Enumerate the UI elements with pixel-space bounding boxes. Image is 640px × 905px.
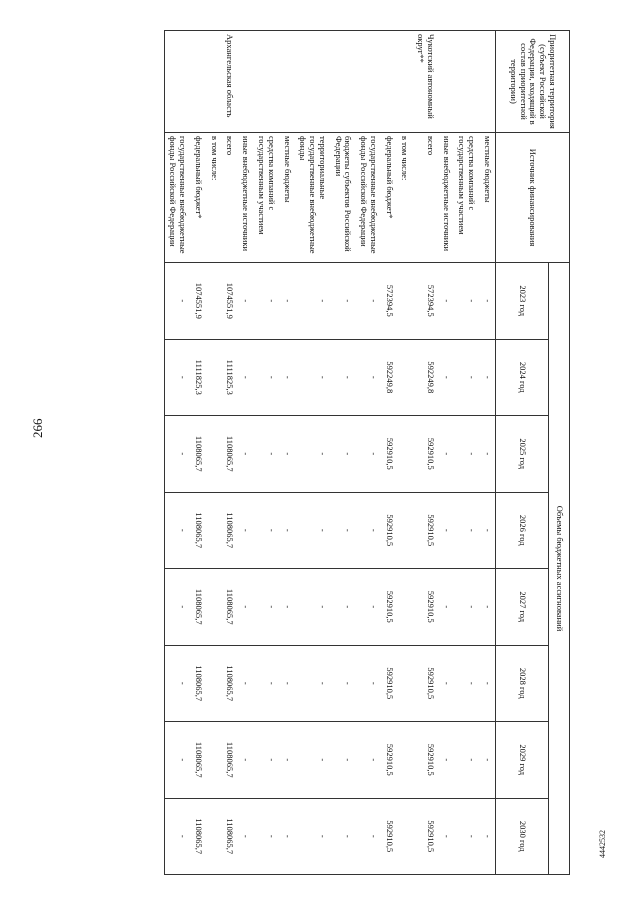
value-cell: - (253, 722, 279, 799)
territory-cell (253, 31, 279, 133)
value-cell: - (279, 263, 295, 340)
value-cell: 1108065,7 (222, 722, 238, 799)
territory-cell (206, 31, 222, 133)
value-cell: 592910,5 (412, 722, 438, 799)
table-row (279, 31, 295, 875)
value-cell: - (454, 569, 480, 646)
value-cell: - (330, 263, 356, 340)
value-cell: - (164, 645, 190, 722)
value-cell: 592249,8 (412, 339, 438, 416)
table-row (479, 31, 495, 875)
source-cell: местные бюджеты (479, 133, 495, 263)
value-cell: - (454, 416, 480, 493)
value-cell: - (164, 722, 190, 799)
value-cell: - (295, 798, 330, 875)
value-cell: - (237, 263, 253, 340)
value-cell: - (330, 492, 356, 569)
source-cell: федеральный бюджет* (190, 133, 206, 263)
source-cell: в том числе: (206, 133, 222, 263)
value-cell: - (279, 569, 295, 646)
value-cell: - (253, 416, 279, 493)
source-cell: федеральный бюджет* (381, 133, 397, 263)
source-cell: всего (412, 133, 438, 263)
value-cell: - (237, 492, 253, 569)
value-cell: - (237, 798, 253, 875)
source-cell: всего (222, 133, 238, 263)
table-row (295, 31, 330, 875)
header-year: 2025 год (496, 416, 549, 493)
source-cell: государственные внебюджетные фонды Российской Федерации (355, 133, 381, 263)
value-cell: - (355, 339, 381, 416)
value-cell (206, 416, 222, 493)
value-cell: - (454, 339, 480, 416)
table-row (438, 31, 454, 875)
header-territory: Приоритетная территория (субъект Российской Федерации, входящий в состав приоритетной территории) (496, 31, 570, 133)
value-cell (397, 798, 413, 875)
value-cell (206, 339, 222, 416)
header-year: 2024 год (496, 339, 549, 416)
value-cell: 1108065,7 (222, 798, 238, 875)
table-row (190, 31, 206, 875)
value-cell: - (295, 416, 330, 493)
value-cell: - (355, 416, 381, 493)
value-cell: - (237, 569, 253, 646)
value-cell: 592910,5 (412, 416, 438, 493)
value-cell: - (454, 263, 480, 340)
value-cell: 1108065,7 (190, 569, 206, 646)
table-body (164, 31, 495, 875)
value-cell: 1108065,7 (222, 492, 238, 569)
value-cell: - (355, 798, 381, 875)
value-cell: - (438, 798, 454, 875)
value-cell: - (479, 722, 495, 799)
header-year: 2030 год (496, 798, 549, 875)
value-cell (397, 645, 413, 722)
value-cell: 1111825,3 (190, 339, 206, 416)
value-cell: - (253, 492, 279, 569)
table-row (381, 31, 397, 875)
source-cell: иные внебюджетные источники (438, 133, 454, 263)
territory-cell: Архангельская область (222, 31, 238, 133)
value-cell: - (279, 492, 295, 569)
value-cell: - (438, 339, 454, 416)
value-cell: - (164, 416, 190, 493)
territory-cell (381, 31, 397, 133)
header-volumes: Объемы бюджетных ассигнований (549, 263, 570, 875)
value-cell (397, 492, 413, 569)
value-cell: 1111825,3 (222, 339, 238, 416)
territory-cell (190, 31, 206, 133)
value-cell: - (479, 263, 495, 340)
territory-cell (237, 31, 253, 133)
value-cell: - (279, 339, 295, 416)
value-cell (206, 798, 222, 875)
header-year: 2027 год (496, 569, 549, 646)
value-cell: - (253, 339, 279, 416)
table-row (330, 31, 356, 875)
value-cell: - (454, 645, 480, 722)
value-cell: - (279, 645, 295, 722)
value-cell: - (253, 645, 279, 722)
table-header (496, 31, 570, 875)
value-cell: - (295, 339, 330, 416)
value-cell: - (279, 798, 295, 875)
table-row (237, 31, 253, 875)
value-cell: - (164, 492, 190, 569)
value-cell: - (479, 416, 495, 493)
territory-cell: Чукотский автономный округ** (412, 31, 438, 133)
value-cell: - (438, 645, 454, 722)
value-cell: - (295, 569, 330, 646)
value-cell: - (237, 645, 253, 722)
value-cell: 1108065,7 (222, 569, 238, 646)
value-cell (206, 492, 222, 569)
value-cell: 1108065,7 (190, 645, 206, 722)
value-cell: 1108065,7 (190, 492, 206, 569)
value-cell: 572394,5 (412, 263, 438, 340)
value-cell (397, 339, 413, 416)
value-cell (206, 569, 222, 646)
source-cell: иные внебюджетные источники (237, 133, 253, 263)
value-cell: - (164, 339, 190, 416)
value-cell (397, 722, 413, 799)
value-cell: - (438, 263, 454, 340)
value-cell: - (164, 569, 190, 646)
value-cell: - (454, 722, 480, 799)
value-cell: - (237, 722, 253, 799)
table-row (397, 31, 413, 875)
financing-table (164, 30, 570, 875)
value-cell: - (454, 492, 480, 569)
value-cell: - (454, 798, 480, 875)
page-number: 266 (30, 418, 45, 438)
territory-cell (330, 31, 356, 133)
value-cell: 592910,5 (381, 722, 397, 799)
source-cell: местные бюджеты (279, 133, 295, 263)
value-cell: 592910,5 (412, 492, 438, 569)
value-cell: 592910,5 (412, 645, 438, 722)
value-cell: - (438, 569, 454, 646)
document-code: 4442532 (598, 830, 607, 858)
territory-cell (438, 31, 454, 133)
source-cell: территориальные государственные внебюджетные фонды (295, 133, 330, 263)
value-cell: - (355, 569, 381, 646)
value-cell: - (355, 645, 381, 722)
table-row (164, 31, 190, 875)
territory-cell (164, 31, 190, 133)
value-cell: 592910,5 (381, 492, 397, 569)
table-row (206, 31, 222, 875)
header-year: 2026 год (496, 492, 549, 569)
value-cell: 592910,5 (381, 798, 397, 875)
value-cell: - (330, 569, 356, 646)
territory-cell (479, 31, 495, 133)
territory-cell (397, 31, 413, 133)
value-cell: 1074551,9 (190, 263, 206, 340)
table-row (412, 31, 438, 875)
value-cell: - (438, 492, 454, 569)
value-cell: - (479, 569, 495, 646)
value-cell: 1108065,7 (190, 416, 206, 493)
source-cell: средства компаний с государственным участием (454, 133, 480, 263)
value-cell (206, 645, 222, 722)
value-cell: - (295, 722, 330, 799)
value-cell: 1108065,7 (190, 798, 206, 875)
territory-cell (279, 31, 295, 133)
value-cell: - (295, 645, 330, 722)
value-cell (397, 416, 413, 493)
value-cell: - (330, 798, 356, 875)
value-cell: - (237, 339, 253, 416)
header-year: 2023 год (496, 263, 549, 340)
value-cell: 1108065,7 (190, 722, 206, 799)
value-cell (206, 722, 222, 799)
value-cell: 592910,5 (381, 569, 397, 646)
territory-cell (454, 31, 480, 133)
value-cell: - (295, 263, 330, 340)
value-cell: - (279, 416, 295, 493)
value-cell: - (355, 492, 381, 569)
value-cell: - (479, 645, 495, 722)
value-cell: 592910,5 (412, 798, 438, 875)
value-cell: - (330, 722, 356, 799)
value-cell: 1108065,7 (222, 416, 238, 493)
value-cell: - (479, 339, 495, 416)
source-cell: бюджеты субъектов Российской Федерации (330, 133, 356, 263)
value-cell: - (355, 263, 381, 340)
value-cell: - (330, 416, 356, 493)
table-row (253, 31, 279, 875)
value-cell: - (279, 722, 295, 799)
value-cell: 592910,5 (381, 645, 397, 722)
header-year: 2029 год (496, 722, 549, 799)
source-cell: средства компаний с государственным участием (253, 133, 279, 263)
header-source: Источник финансирования (496, 133, 570, 263)
financing-table-container (70, 30, 570, 875)
value-cell: - (355, 722, 381, 799)
value-cell: - (330, 339, 356, 416)
value-cell: 572394,5 (381, 263, 397, 340)
value-cell (206, 263, 222, 340)
source-cell: в том числе: (397, 133, 413, 263)
value-cell: - (164, 263, 190, 340)
value-cell: - (479, 492, 495, 569)
header-year: 2028 год (496, 645, 549, 722)
value-cell: - (295, 492, 330, 569)
value-cell: - (330, 645, 356, 722)
value-cell: - (237, 416, 253, 493)
value-cell (397, 263, 413, 340)
value-cell: - (479, 798, 495, 875)
source-cell: государственные внебюджетные фонды Российской Федерации (164, 133, 190, 263)
value-cell: 592910,5 (412, 569, 438, 646)
table-row (222, 31, 238, 875)
value-cell: 592249,8 (381, 339, 397, 416)
value-cell: 1074551,9 (222, 263, 238, 340)
value-cell: - (253, 263, 279, 340)
value-cell: - (253, 569, 279, 646)
value-cell: - (253, 798, 279, 875)
value-cell: - (438, 722, 454, 799)
value-cell: 592910,5 (381, 416, 397, 493)
table-row (454, 31, 480, 875)
territory-cell (295, 31, 330, 133)
value-cell: - (438, 416, 454, 493)
value-cell (397, 569, 413, 646)
value-cell: - (164, 798, 190, 875)
territory-cell (355, 31, 381, 133)
value-cell: 1108065,7 (222, 645, 238, 722)
table-row (355, 31, 381, 875)
